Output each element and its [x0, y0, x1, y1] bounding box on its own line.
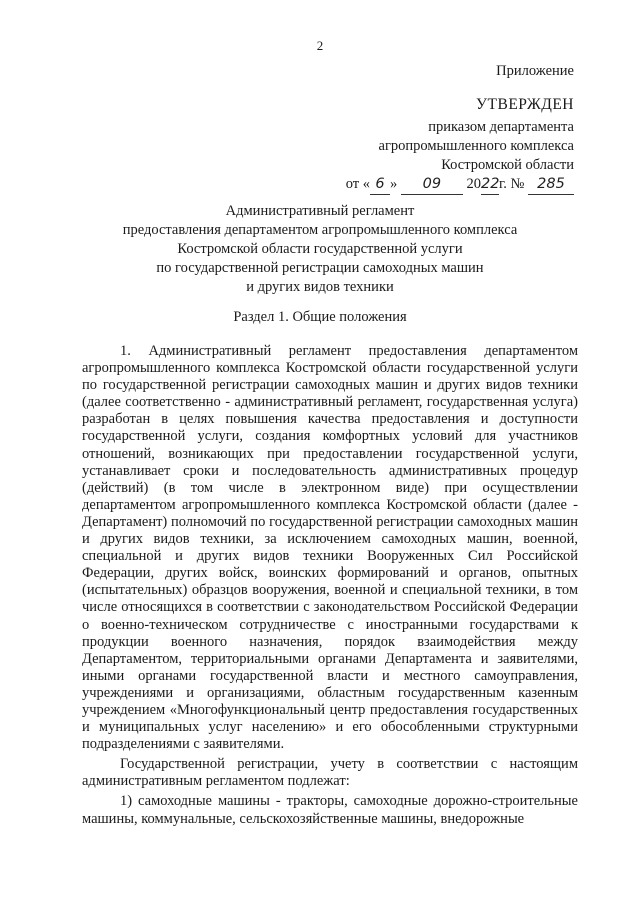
title-line: и других видов техники: [246, 279, 394, 295]
appendix-label: Приложение: [496, 63, 574, 79]
approval-stamp: УТВЕРЖДЕН: [476, 96, 574, 113]
title-line: предоставления департаментом агропромышленного комплекса: [122, 222, 518, 238]
approval-line-1: приказом департамента: [428, 119, 574, 135]
order-number: 285: [528, 175, 574, 195]
date-month: 09: [401, 175, 463, 195]
section-heading: Раздел 1. Общие положения: [233, 309, 407, 325]
approval-line-3: Костромской области: [441, 157, 574, 173]
title-line: Костромской области государственной услуги: [177, 241, 463, 257]
date-mid: »: [389, 176, 398, 192]
body-paragraph: Государственной регистрации, учету в соответствии с настоящим административным регламентом подлежат:: [82, 756, 578, 790]
year-prefix: 20: [466, 176, 481, 192]
page-number: 2: [316, 38, 324, 53]
approval-block: [346, 118, 574, 195]
date-prefix: от «: [345, 176, 370, 192]
title-line: Административный регламент: [225, 203, 415, 219]
title-line: по государственной регистрации самоходных машин: [156, 260, 484, 276]
body-paragraph: 1. Административный регламент предоставления департаментом агропромышленного комплекса Костромской области государственной услуги по государственной регистрации самоходных машин и других видов техники (далее соответственно - административный регламент, государственная услуга) разработан в целях повышения качества предоставления и доступности государственной услуги, создания комфортных условий для участников отношений, возникающих при предоставлении государственной услуги, устанавливает сроки и последовательность административных процедур (действий) (в том числе в электронном виде) при осуществлении департаментом агропромышленного комплекса Костромской области (далее - Департамент) полномочий по государственной регистрации самоходных машин и других видов техники, за исключением самоходных машин, военной, специальной и других видов техники Вооруженных Сил Российской Федерации, других войск, воинских формирований и органов, опытных (испытательных) образцов вооружения, военной и специальной техники, в том числе относящихся в соответствии с законодательством Российской Федерации о военно-техническом сотрудничестве с иностранными государствами к продукции военного назначения, порядок взаимодействия между Департаментом, территориальными органами Департамента и заявителями, иными органами государственной власти и местного самоуправления, учреждениями и организациями, областным государственным казенным учреждением «Многофункциональный центр предоставления государственных и муниципальных услуг населению» и его обособленными структурными подразделениями с заявителями.: [82, 343, 578, 753]
document-title: [0, 202, 640, 297]
document-body: [82, 343, 578, 828]
approval-line-2: агропромышленного комплекса: [378, 138, 574, 154]
year-suffix: 22: [481, 175, 499, 195]
body-paragraph: 1) самоходные машины - тракторы, самоходные дорожно-строительные машины, коммунальные, сельскохозяйственные машины, внедорожные: [82, 793, 578, 827]
year-unit: г. №: [498, 176, 525, 192]
approval-date-line: [346, 175, 574, 195]
date-day: 6: [370, 175, 390, 195]
